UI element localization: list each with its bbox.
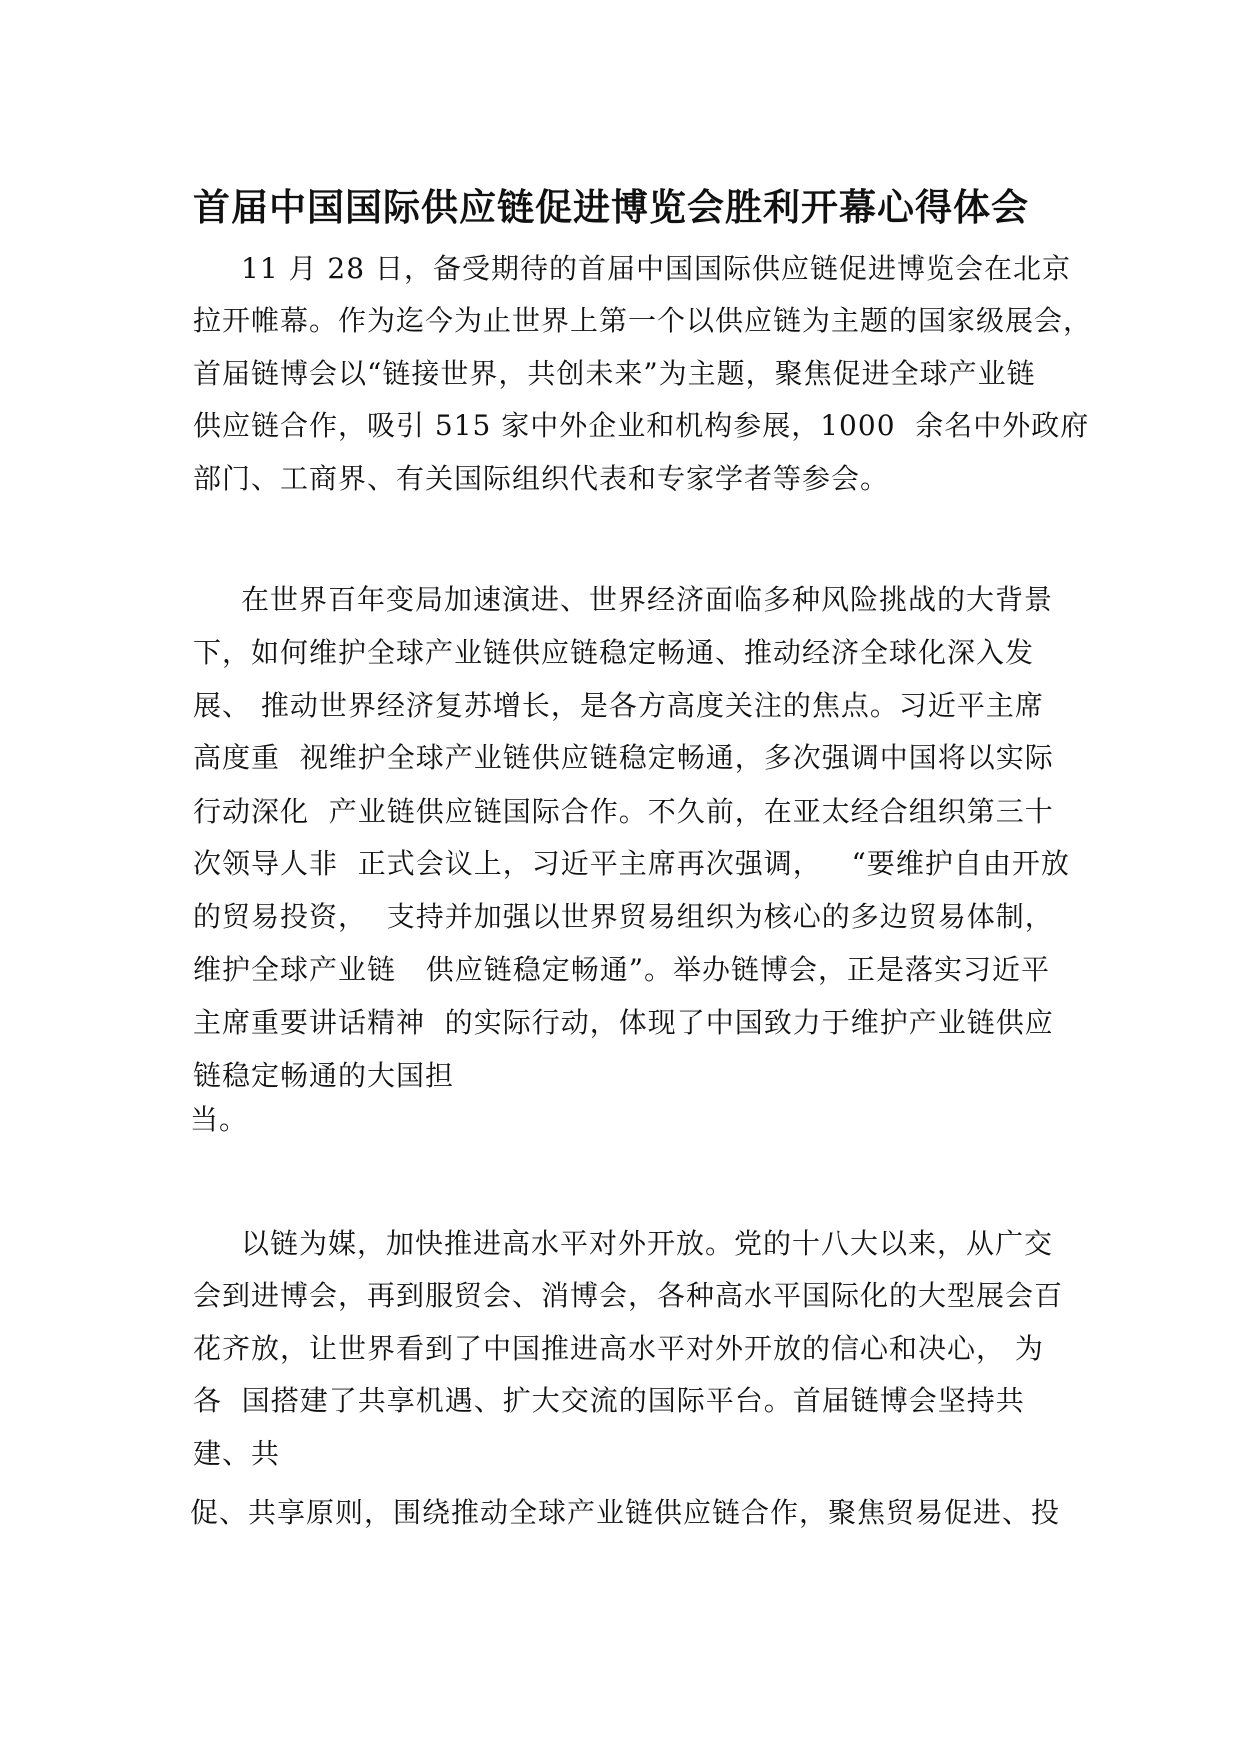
document-title: 首届中国国际供应链促进博览会胜利开幕心得体会 (193, 186, 1029, 229)
paragraph-line: 当。 (190, 1103, 249, 1136)
paragraph-line: 行动深化 产业链供应链国际合作。不久前，在亚太经合组织第三十 (193, 795, 1054, 828)
paragraph-line: 在世界百年变局加速演进、世界经济面临多种风险挑战的大背景 (241, 583, 1054, 616)
paragraph-line: 供应链合作，吸引 515 家中外企业和机构参展，1000 余名中外政府 (193, 409, 1090, 442)
paragraph-line: 建、共 (193, 1437, 281, 1470)
paragraph-line: 拉开帷幕。作为迄今为止世界上第一个以供应链为主题的国家级展会， (193, 304, 1093, 337)
paragraph-line: 的贸易投资， 支持并加强以世界贸易组织为核心的多边贸易体制， (193, 900, 1054, 933)
paragraph-line: 花齐放，让世界看到了中国推进高水平对外开放的信心和决心， 为 (193, 1332, 1044, 1365)
paragraph-line: 高度重 视维护全球产业链供应链稳定畅通，多次强调中国将以实际 (193, 741, 1054, 774)
paragraph-line: 展、 推动世界经济复苏增长，是各方高度关注的焦点。习近平主席 (193, 689, 1044, 722)
paragraph-line: 部门、工商界、有关国际组织代表和专家学者等参会。 (193, 462, 890, 495)
paragraph-line: 会到进博会，再到服贸会、消博会，各种高水平国际化的大型展会百 (193, 1279, 1064, 1312)
paragraph-line: 主席重要讲话精神 的实际行动，体现了中国致力于维护产业链供应 (193, 1006, 1054, 1039)
paragraph-line: 首届链博会以“链接世界，共创未来”为主题，聚焦促进全球产业链 (193, 357, 1036, 390)
paragraph-line: 促、共享原则，围绕推动全球产业链供应链合作，聚焦贸易促进、投 (190, 1496, 1061, 1529)
paragraph-line: 下，如何维护全球产业链供应链稳定畅通、推动经济全球化深入发 (193, 636, 1035, 669)
paragraph-line: 维护全球产业链 供应链稳定畅通”。举办链博会，正是落实习近平 (193, 953, 1051, 986)
paragraph-line: 以链为媒，加快推进高水平对外开放。党的十八大以来，从广交 (241, 1227, 1054, 1260)
paragraph-line: 11 月 28 日，备受期待的首届中国国际供应链促进博览会在北京 (241, 252, 1071, 285)
paragraph-line: 链稳定畅通的大国担 (193, 1059, 455, 1092)
paragraph-line: 各 国搭建了共享机遇、扩大交流的国际平台。首届链博会坚持共 (193, 1384, 1025, 1417)
paragraph-line: 次领导人非 正式会议上，习近平主席再次强调， “要维护自由开放 (193, 847, 1070, 880)
